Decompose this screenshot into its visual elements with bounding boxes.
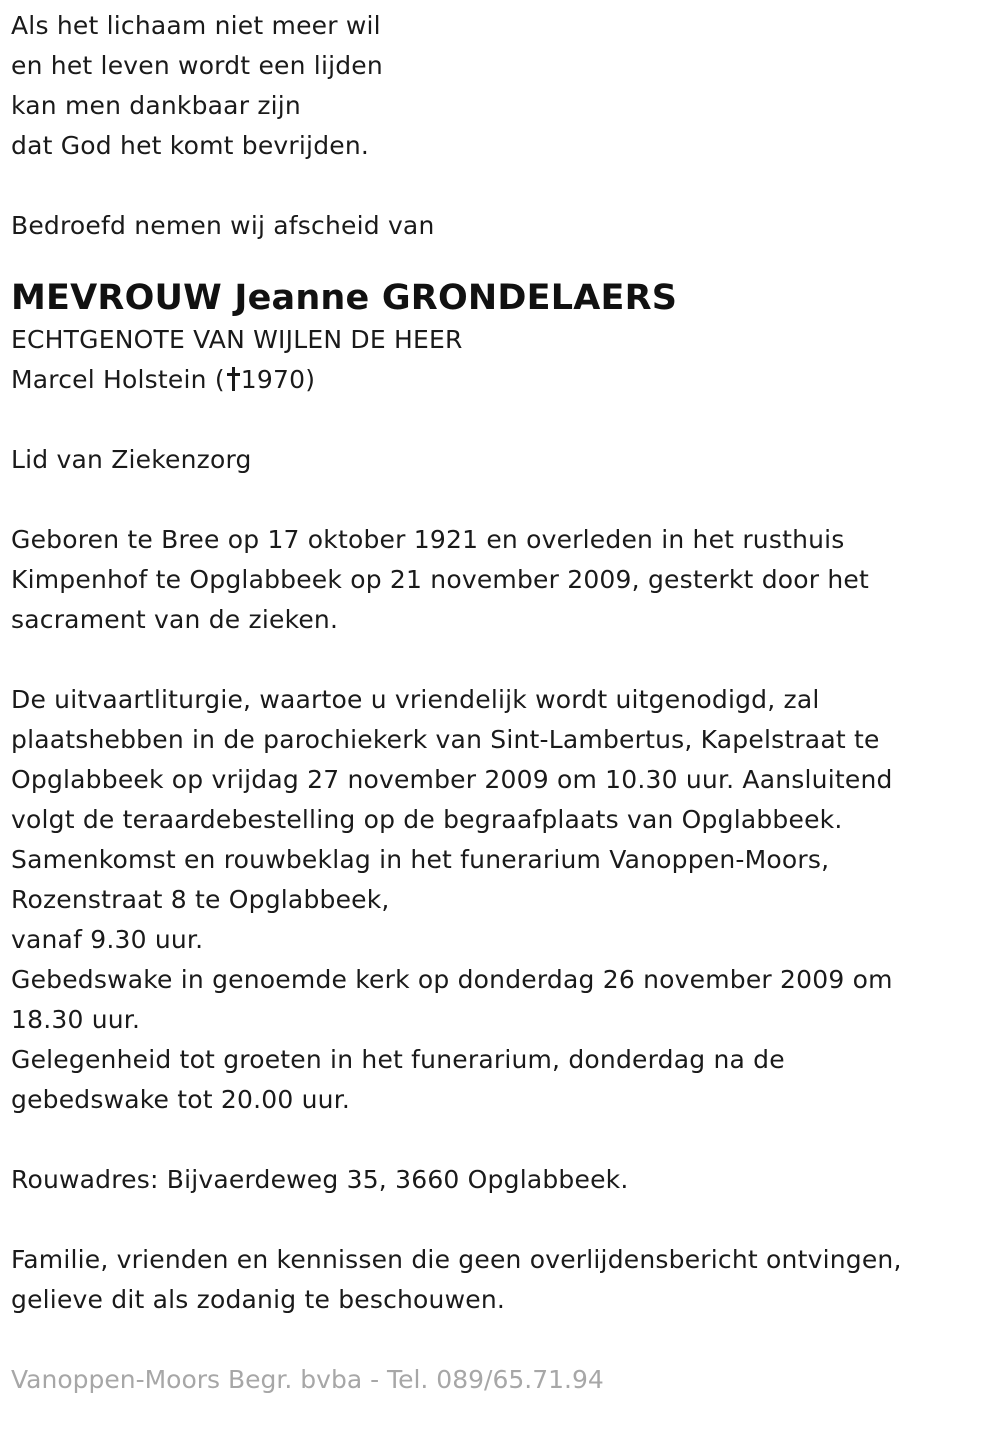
cross-icon xyxy=(227,367,239,391)
funeral-home-footer: Vanoppen-Moors Begr. bvba - Tel. 089/65.71.94 xyxy=(11,1365,604,1394)
paragraph-line: De uitvaartliturgie, waartoe u vriendelijk wordt uitgenodigd, zal xyxy=(11,685,820,714)
paragraph-line: Opglabbeek op vrijdag 27 november 2009 om 10.30 uur. Aansluitend xyxy=(11,765,893,794)
poem xyxy=(11,6,986,166)
paragraph-line: Geboren te Bree op 17 oktober 1921 en overleden in het rusthuis xyxy=(11,525,845,554)
poem-line: Als het lichaam niet meer wil xyxy=(11,11,381,40)
spouse-line xyxy=(11,360,986,400)
paragraph-line: Gelegenheid tot groeten in het funerarium, donderdag na de xyxy=(11,1045,785,1074)
paragraph-line: 18.30 uur. xyxy=(11,1005,141,1034)
spouse-death-year: 1970) xyxy=(240,365,316,394)
notice-paragraph xyxy=(11,1240,986,1320)
obituary-notice xyxy=(11,6,986,1400)
deceased-block xyxy=(11,276,986,400)
relation-text: ECHTGENOTE VAN WIJLEN DE HEER xyxy=(11,325,463,354)
paragraph-line: Gebedswake in genoemde kerk op donderdag 26 november 2009 om xyxy=(11,965,893,994)
paragraph-line: gebedswake tot 20.00 uur. xyxy=(11,1085,351,1114)
paragraph-line: vanaf 9.30 uur. xyxy=(11,925,204,954)
paragraph-line: Kimpenhof te Opglabbeek op 21 november 2009, gesterkt door het xyxy=(11,565,870,594)
paragraph-line: gelieve dit als zodanig te beschouwen. xyxy=(11,1285,506,1314)
funeral-paragraph xyxy=(11,680,986,1120)
spouse-name: Marcel Holstein ( xyxy=(11,365,225,394)
paragraph-line: Familie, vrienden en kennissen die geen overlijdensbericht ontvingen, xyxy=(11,1245,902,1274)
paragraph-line: plaatshebben in de parochiekerk van Sint-Lambertus, Kapelstraat te xyxy=(11,725,880,754)
poem-line: dat God het komt bevrijden. xyxy=(11,131,370,160)
paragraph-line: Samenkomst en rouwbeklag in het funerarium Vanoppen-Moors, xyxy=(11,845,830,874)
poem-line: kan men dankbaar zijn xyxy=(11,91,301,120)
paragraph-line: volgt de teraardebestelling op de begraafplaats van Opglabbeek. xyxy=(11,805,843,834)
deceased-name: MEVROUW Jeanne GRONDELAERS xyxy=(11,278,678,318)
membership-text: Lid van Ziekenzorg xyxy=(11,445,252,474)
birth-death-paragraph xyxy=(11,520,986,640)
poem-line: en het leven wordt een lijden xyxy=(11,51,383,80)
paragraph-line: sacrament van de zieken. xyxy=(11,605,339,634)
paragraph-line: Rozenstraat 8 te Opglabbeek, xyxy=(11,885,390,914)
intro-text: Bedroefd nemen wij afscheid van xyxy=(11,211,435,240)
mourning-address: Rouwadres: Bijvaerdeweg 35, 3660 Opglabbeek. xyxy=(11,1165,629,1194)
